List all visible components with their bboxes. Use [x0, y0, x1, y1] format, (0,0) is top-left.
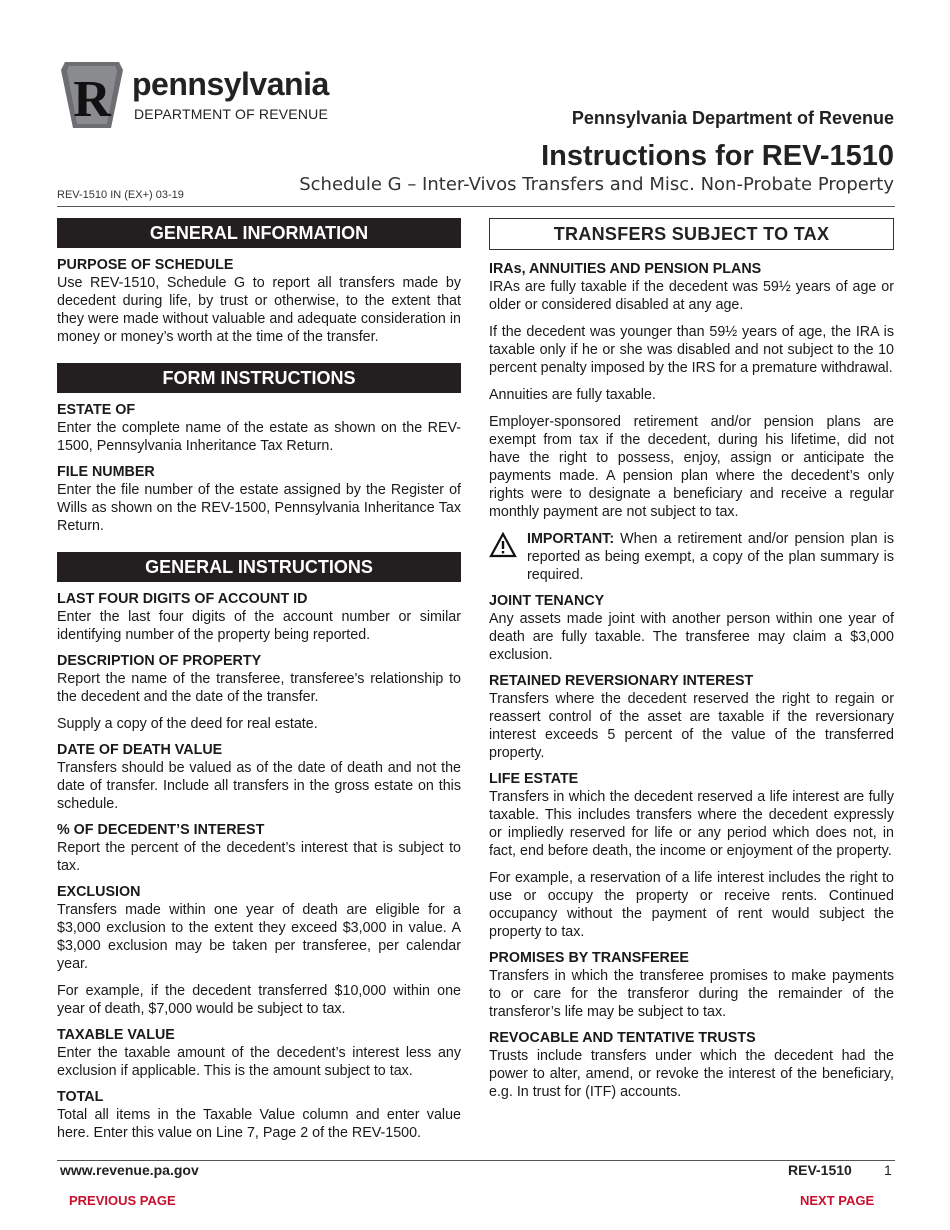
file-number-text: Enter the file number of the estate assigned by the Register of Wills as shown on the REV-1500, Pennsylvania Inheritance Tax Return. [57, 482, 461, 534]
exclusion-heading: EXCLUSION [57, 884, 141, 900]
footer-divider [57, 1160, 895, 1161]
ira-text-3: Annuities are fully taxable. [489, 387, 656, 403]
estate-section [57, 401, 461, 455]
ira-text-2: If the decedent was younger than 59½ years of age, the IRA is taxable only if he or she was disabled and not subject to the 10 percent penalty imposed by the IRS for a premature withdrawal. [489, 324, 894, 376]
form-code: REV-1510 IN (EX+) 03-19 [57, 189, 184, 201]
footer-page-number: 1 [884, 1162, 892, 1178]
revocable-trusts-heading: REVOCABLE AND TENTATIVE TRUSTS [489, 1030, 756, 1046]
total-heading: TOTAL [57, 1089, 104, 1105]
retained-interest-section [489, 672, 894, 762]
estate-heading: ESTATE OF [57, 402, 136, 418]
percent-interest-text: Report the percent of the decedent’s interest that is subject to tax. [57, 840, 461, 874]
dod-heading: DATE OF DEATH VALUE [57, 742, 223, 758]
exclusion-text-2: For example, if the decedent transferred $10,000 within one year of death, $7,000 would be subject to tax. [57, 983, 461, 1017]
description-text-2: Supply a copy of the deed for real estate. [57, 716, 318, 732]
page-subtitle: Schedule G – Inter-Vivos Transfers and Misc. Non-Probate Property [299, 174, 894, 195]
retained-interest-text: Transfers where the decedent reserved the right to regain or reassert control of the asset are taxable if the reversionary interest exceeds 5 percent of the value of the transferred property. [489, 691, 894, 761]
previous-page-link[interactable]: PREVIOUS PAGE [69, 1193, 176, 1208]
important-label: IMPORTANT: [527, 531, 615, 547]
pa-revenue-logo [57, 60, 347, 130]
percent-interest-section [57, 821, 461, 875]
ira-text-4: Employer-sponsored retirement and/or pension plans are exempt from tax if the decedent, during his lifetime, did not have the right to possess, enjoy, assign or anticipate the payments made. A pension plan where the decedent’s only rights were to designate a beneficiary and receive a regular monthly payment are not subject to tax. [489, 414, 894, 520]
file-number-heading: FILE NUMBER [57, 464, 155, 480]
life-estate-text-1: Transfers in which the decedent reserved a life interest are fully taxable. This includes transfers where the decedent expressly or impliedly reserved for life or any period which does not, in fact, end before death, the income or enjoyment of the property. [489, 789, 894, 859]
keystone-r-logo-icon [57, 60, 127, 130]
taxable-value-heading: TAXABLE VALUE [57, 1027, 175, 1043]
life-estate-section [489, 770, 894, 941]
purpose-section [57, 256, 461, 346]
form-instructions-banner: FORM INSTRUCTIONS [57, 363, 461, 393]
promises-section [489, 949, 894, 1021]
description-heading: DESCRIPTION OF PROPERTY [57, 653, 262, 669]
footer-form-number: REV-1510 [788, 1162, 852, 1178]
general-information-banner: GENERAL INFORMATION [57, 218, 461, 248]
exclusion-section [57, 883, 461, 1018]
ira-text-1: IRAs are fully taxable if the decedent was 59½ years of age or older or considered disabled at any age. [489, 279, 894, 313]
purpose-text: Use REV-1510, Schedule G to report all transfers made by decedent during life, by trust or otherwise, to the extent that they were made without valuable and adequate consideration in money or money’s worth at the time of the transfer. [57, 275, 461, 345]
transfers-subject-to-tax-banner: TRANSFERS SUBJECT TO TAX [489, 218, 894, 250]
page-title: Instructions for REV-1510 [541, 140, 894, 172]
header-divider [57, 206, 895, 207]
percent-interest-heading: % OF DECEDENT’S INTEREST [57, 822, 265, 838]
promises-heading: PROMISES BY TRANSFEREE [489, 950, 689, 966]
description-section [57, 652, 461, 733]
file-number-section [57, 463, 461, 535]
account-section [57, 590, 461, 644]
account-heading: LAST FOUR DIGITS OF ACCOUNT ID [57, 591, 308, 607]
logo-department: DEPARTMENT OF REVENUE [134, 106, 329, 122]
left-column [57, 218, 461, 1150]
footer-website: www.revenue.pa.gov [60, 1162, 199, 1178]
dod-text: Transfers should be valued as of the date of death and not the date of transfer. Include all transfers in the gross estate on this schedule. [57, 760, 461, 812]
total-text: Total all items in the Taxable Value column and enter value here. Enter this value on Line 7, Page 2 of the REV-1500. [57, 1107, 461, 1141]
exclusion-text: Transfers made within one year of death are eligible for a $3,000 exclusion to the extent they exceed $3,000 in value. A $3,000 exclusion may be taken per transferee, per calendar year. [57, 902, 461, 972]
joint-tenancy-section [489, 592, 894, 664]
purpose-heading: PURPOSE OF SCHEDULE [57, 257, 234, 273]
taxable-value-section [57, 1026, 461, 1080]
life-estate-heading: LIFE ESTATE [489, 771, 579, 787]
retained-interest-heading: RETAINED REVERSIONARY INTEREST [489, 673, 754, 689]
logo-wordmark: pennsylvania [132, 66, 329, 102]
next-page-link[interactable]: NEXT PAGE [800, 1193, 875, 1208]
ira-heading: IRAs, ANNUITIES AND PENSION PLANS [489, 261, 762, 277]
ira-section [489, 260, 894, 584]
revocable-trusts-section [489, 1029, 894, 1101]
dod-section [57, 741, 461, 813]
right-column [489, 218, 894, 1109]
account-text: Enter the last four digits of the account number or similar identifying number of the property being reported. [57, 609, 461, 643]
life-estate-text-2: For example, a reservation of a life interest includes the right to use or occupy the property or receive rents. Continued occupancy without the payment of rent would subject the property to tax. [489, 870, 894, 940]
important-note [489, 530, 894, 584]
promises-text: Transfers in which the transferee promises to make payments to or care for the transferor during the remainder of the transferor’s life may be subject to tax. [489, 968, 894, 1020]
warning-triangle-icon [489, 532, 517, 558]
joint-tenancy-heading: JOINT TENANCY [489, 593, 605, 609]
estate-text: Enter the complete name of the estate as shown on the REV-1500, Pennsylvania Inheritance Tax Return. [57, 420, 461, 454]
total-section [57, 1088, 461, 1142]
department-title: Pennsylvania Department of Revenue [571, 108, 894, 128]
joint-tenancy-text: Any assets made joint with another person within one year of death are fully taxable. The transferee may claim a $3,000 exclusion. [489, 611, 894, 663]
important-text: When a retirement and/or pension plan is reported as being exempt, a copy of the plan summary is required. [527, 531, 894, 583]
revocable-trusts-text: Trusts include transfers under which the decedent had the power to alter, amend, or revoke the interest of the beneficiary, e.g. In trust for (ITF) accounts. [489, 1048, 894, 1100]
general-instructions-banner: GENERAL INSTRUCTIONS [57, 552, 461, 582]
taxable-value-text: Enter the taxable amount of the decedent’s interest less any exclusion if applicable. This is the amount subject to tax. [57, 1045, 461, 1079]
svg-text:R: R [73, 71, 111, 128]
description-text: Report the name of the transferee, transferee's relationship to the decedent and the date of the transfer. [57, 671, 461, 705]
